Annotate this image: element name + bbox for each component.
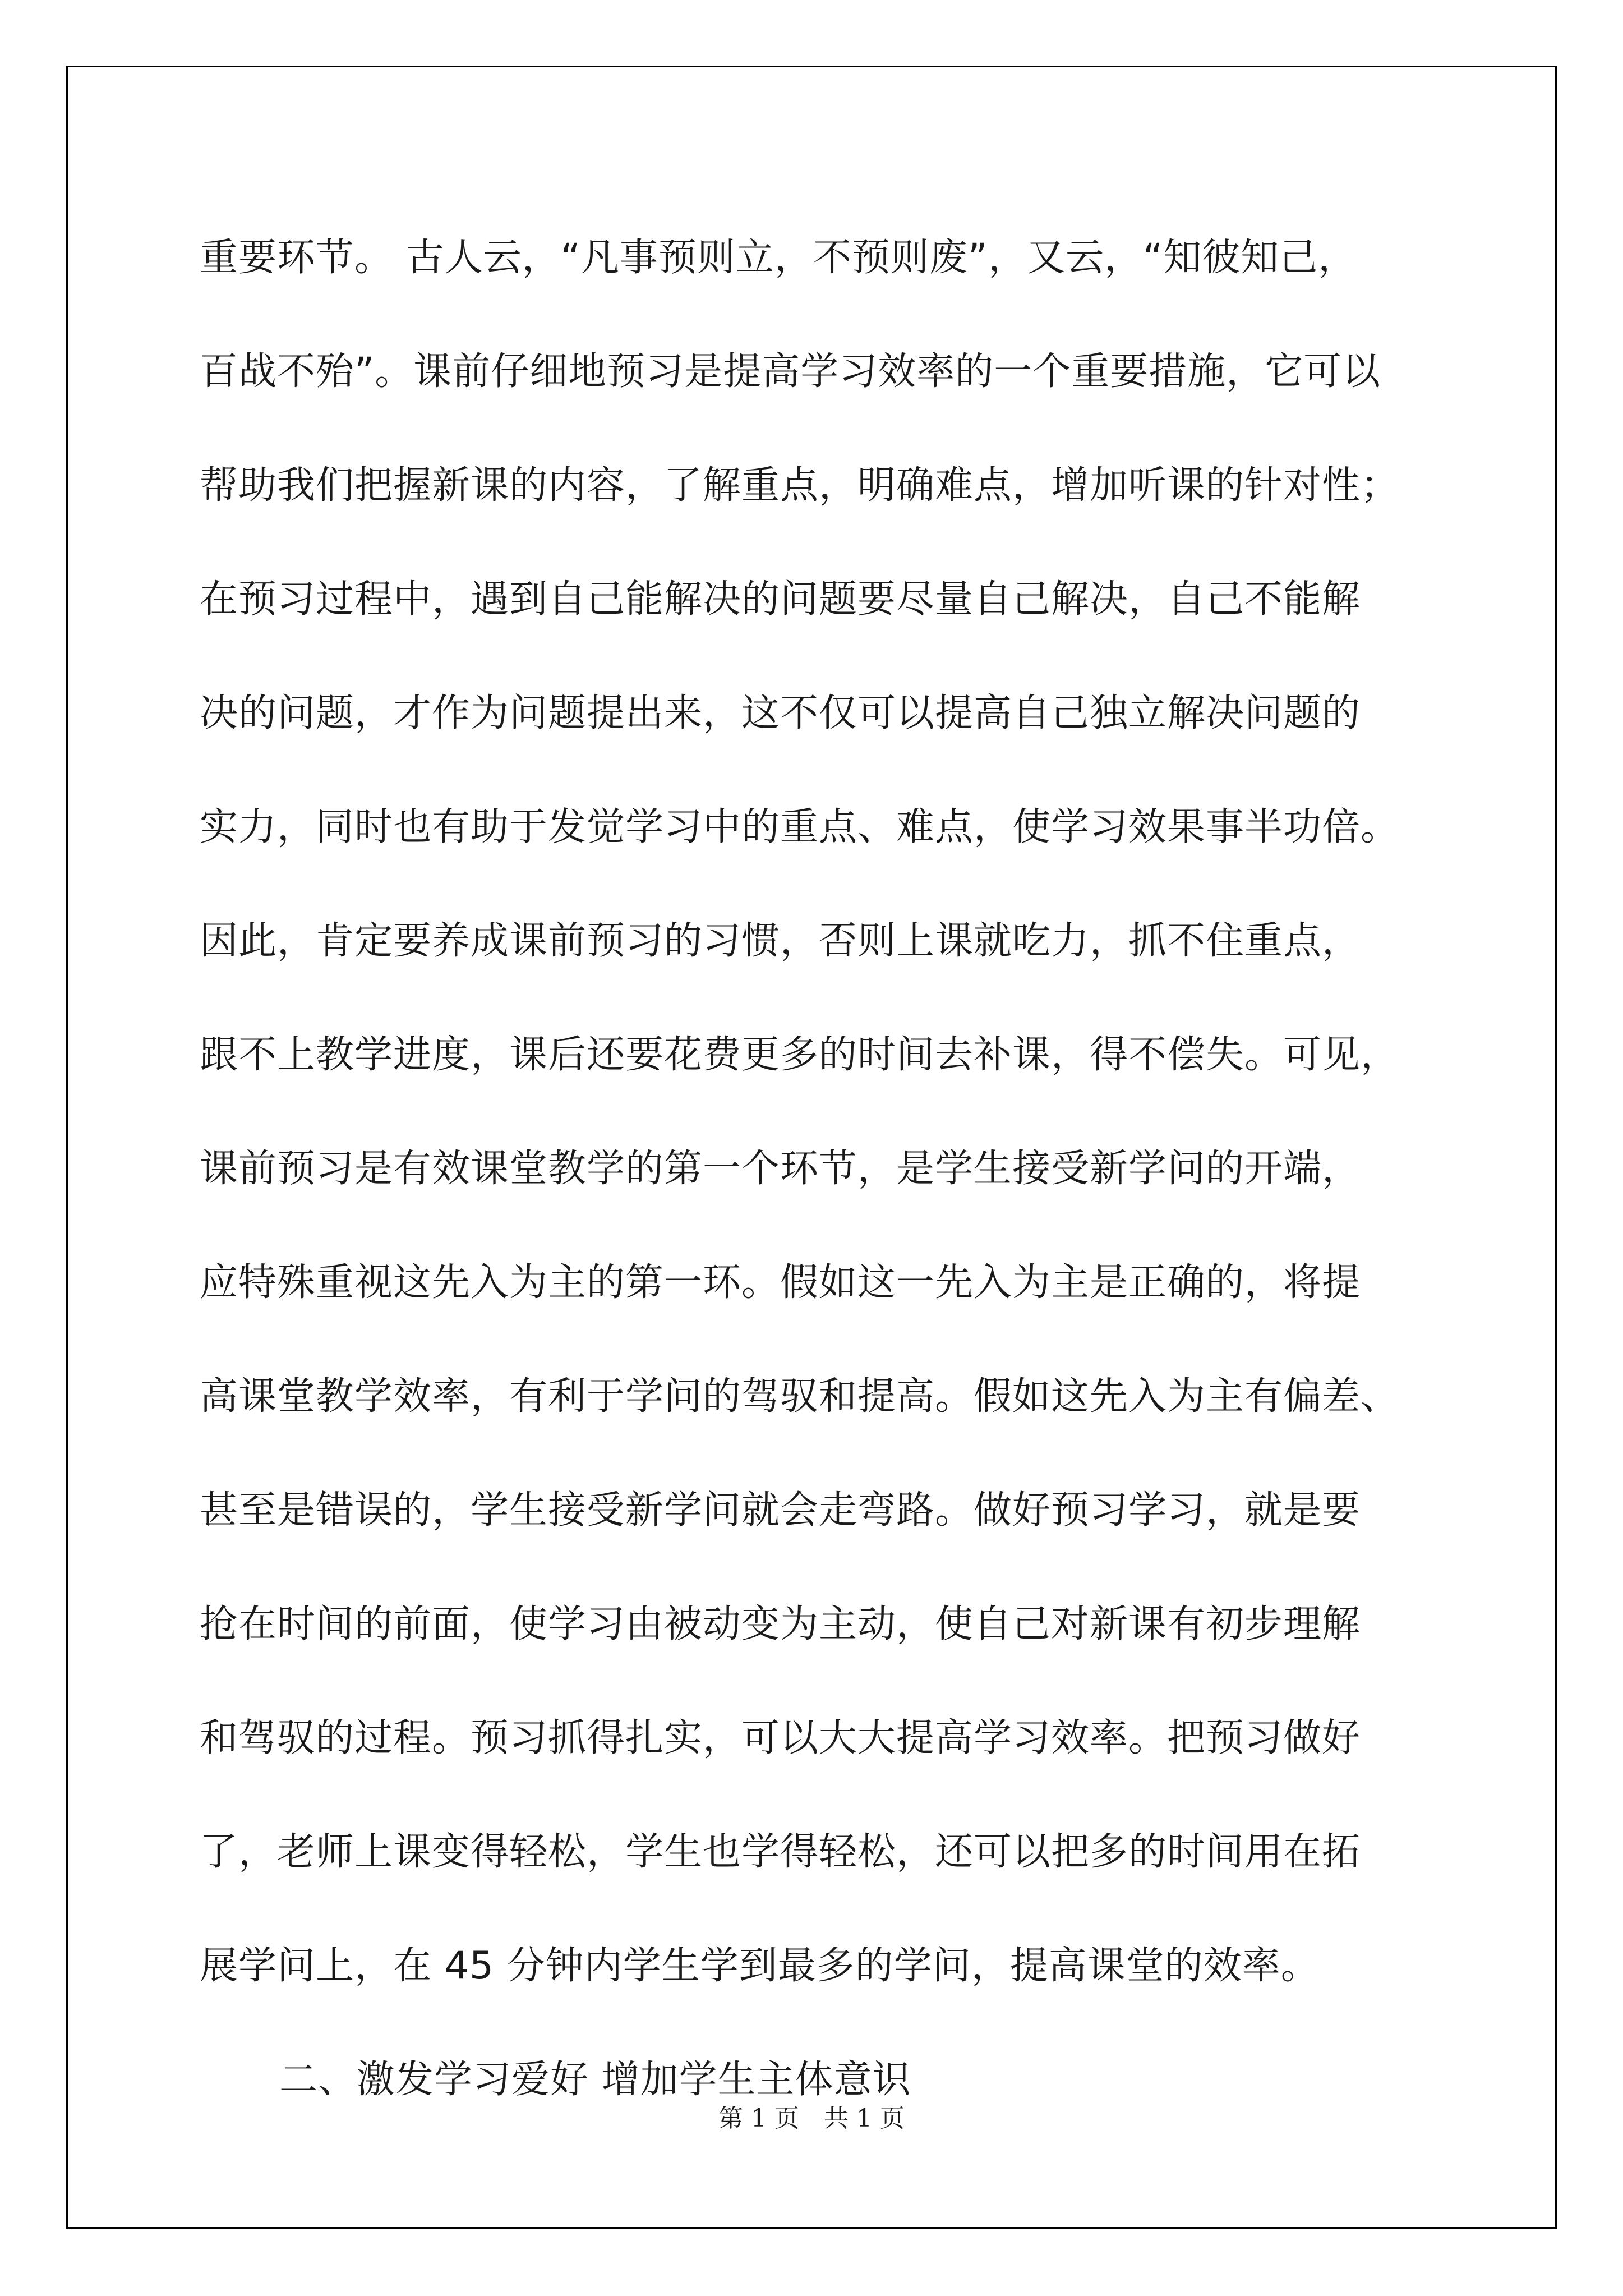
text-line-13: 抢在时间的前面，使学习由被动变为主动，使自己对新课有初步理解 bbox=[200, 1602, 1361, 1646]
text-line-16: 展学问上，在 45 分钟内学生学到最多的学问，提高课堂的效率。 bbox=[200, 1944, 1320, 1988]
text-line-8: 跟不上教学进度，课后还要花费更多的时间去补课，得不偿失。可见， bbox=[200, 1033, 1400, 1077]
text-line-7: 因此，肯定要养成课前预习的习惯，否则上课就吃力，抓不住重点， bbox=[200, 919, 1361, 963]
text-line-15: 了，老师上课变得轻松，学生也学得轻松，还可以把多的时间用在拓 bbox=[200, 1830, 1361, 1874]
text-line-10: 应特殊重视这先入为主的第一环。假如这一先入为主是正确的，将提 bbox=[200, 1260, 1361, 1305]
text-line-14: 和驾驭的过程。预习抓得扎实，可以大大提高学习效率。把预习做好 bbox=[200, 1716, 1361, 1760]
text-line-9: 课前预习是有效课堂教学的第一个环节，是学生接受新学问的开端， bbox=[200, 1147, 1361, 1191]
text-line-4: 在预习过程中，遇到自己能解决的问题要尽量自己解决，自己不能解 bbox=[200, 577, 1361, 622]
section-heading: 二、激发学习爱好 增加学生主体意识 bbox=[279, 2058, 911, 2102]
text-line-12: 甚至是错误的，学生接受新学问就会走弯路。做好预习学习，就是要 bbox=[200, 1488, 1361, 1533]
text-line-2: 百战不殆”。课前仔细地预习是提高学习效率的一个重要措施，它可以 bbox=[200, 349, 1381, 394]
text-line-11: 高课堂教学效率，有利于学问的驾驭和提高。假如这先入为主有偏差、 bbox=[200, 1374, 1400, 1419]
document-body bbox=[200, 201, 1433, 2137]
text-line-5: 决的问题，才作为问题提出来，这不仅可以提高自己独立解决问题的 bbox=[200, 691, 1361, 735]
text-line-6: 实力，同时也有助于发觉学习中的重点、难点，使学习效果事半功倍。 bbox=[200, 805, 1400, 849]
text-line-3: 帮助我们把握新课的内容，了解重点，明确难点，增加听课的针对性； bbox=[200, 463, 1400, 508]
page-number-footer: 第 1 页 共 1 页 bbox=[718, 2104, 905, 2133]
text-line-1: 重要环节。 古人云，“凡事预则立，不预则废”，又云，“知彼知己， bbox=[200, 236, 1357, 280]
